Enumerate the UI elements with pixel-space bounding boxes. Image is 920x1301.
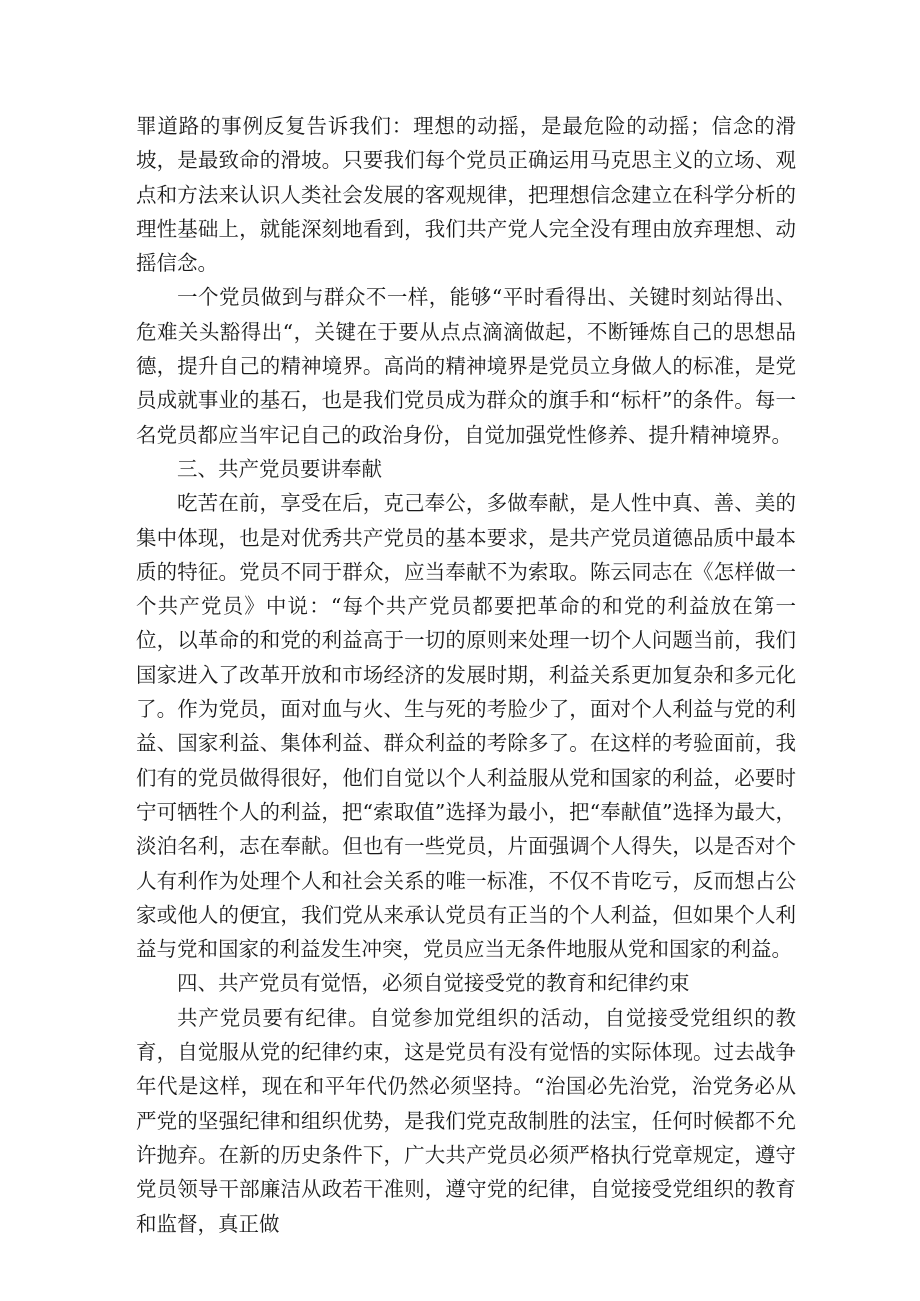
paragraph-discipline: 共产党员要有纪律。自觉参加党组织的活动，自觉接受党组织的教育，自觉服从党的纪律约束，这是党员有没有觉悟的实际体现。过去战争年代是这样，现在和平年代仍然必须坚持。“治国必先治党，治党务必从严党的坚强纪律和组织优势，是我们党克敌制胜的法宝，任何时候都不允许抛弃。在新的历史条件下，广大共产党员必须严格执行党章规定，遵守党员领导干部廉洁从政若干准则，遵守党的纪律，自觉接受党组织的教育和监督，真正做 xyxy=(136,1005,796,1236)
document-body xyxy=(136,109,796,1241)
paragraph-spiritual-realm: 一个党员做到与群众不一样，能够“平时看得出、关键时刻站得出、危难关头豁得出“，关键在于要从点点滴滴做起，不断锤炼自己的思想品德，提升自己的精神境界。高尚的精神境界是党员立身做人的标准，是党员成就事业的基石，也是我们党员成为群众的旗手和“标杆”的条件。每一名党员都应当牢记自己的政治身份，自觉加强党性修养、提升精神境界。 xyxy=(136,285,796,447)
paragraph-continuation: 罪道路的事例反复告诉我们：理想的动摇，是最危险的动摇；信念的滑坡，是最致命的滑坡。只要我们每个党员正确运用马克思主义的立场、观点和方法来认识人类社会发展的客观规律，把理想信念建立在科学分析的理性基础上，就能深刻地看到，我们共产党人完全没有理由放弃理想、动摇信念。 xyxy=(136,114,796,276)
paragraph-dedication: 吃苦在前，享受在后，克己奉公，多做奉献，是人性中真、善、美的集中体现，也是对优秀共产党员的基本要求，是共产党员道德品质中最本质的特征。党员不同于群众，应当奉献不为索取。陈云同志在《怎样做一个共产党员》中说：“每个共产党员都要把革命的和党的利益放在第一位，以革命的和党的利益高于一切的原则来处理一切个人问题当前，我们国家进入了改革开放和市场经济的发展时期，利益关系更加复杂和多元化了。作为党员，面对血与火、生与死的考脸少了，面对个人利益与党的利益、国家利益、集体利益、群众利益的考除多了。在这样的考验面前，我们有的党员做得很好，他们自觉以个人利益服从党和国家的利益，必要时宁可牺牲个人的利益，把“索取值”选择为最小，把“奉献值”选择为最大，淡泊名利，志在奉献。但也有一些党员，片面强调个人得失，以是否对个人有利作为处理个人和社会关系的唯一标准，不仅不肯吃亏，反而想占公家或他人的便宜，我们党从来承认党员有正当的个人利益，但如果个人利益与党和国家的利益发生冲突，党员应当无条件地服从党和国家的利益。 xyxy=(136,491,796,962)
section-heading-dedication: 三、共产党员要讲奉献 xyxy=(177,456,382,481)
section-heading-discipline: 四、共产党员有觉悟，必须自觉接受党的教育和纪律约束 xyxy=(177,971,690,996)
